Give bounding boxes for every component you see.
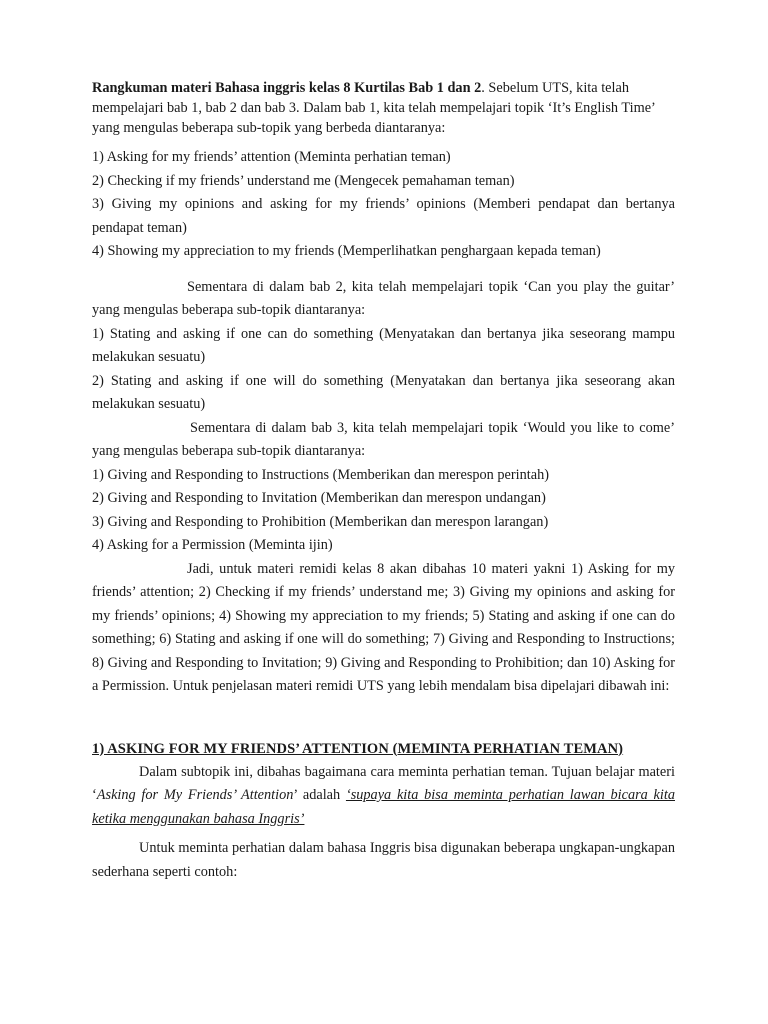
- para1-goal: ‘supaya kita bisa meminta perhatian lawan bicara kita ketika menggunakan bahasa Inggris’: [92, 787, 675, 827]
- summary-section: [92, 558, 675, 699]
- list-item: 4) Showing my appreciation to my friends (Memperlihatkan penghargaan kepada teman): [92, 243, 601, 259]
- intro-paragraph: [92, 78, 675, 138]
- section-1-heading: 1) ASKING FOR MY FRIENDS’ ATTENTION (MEMINTA PERHATIAN TEMAN): [92, 740, 624, 757]
- list-item: 3) Giving and Responding to Prohibition (Memberikan dan merespon larangan): [92, 513, 549, 530]
- bab2-section: [92, 276, 675, 417]
- list-item: 2) Giving and Responding to Invitation (Memberikan dan merespon undangan): [92, 490, 546, 506]
- list-item: 1) Giving and Responding to Instructions (Memberikan dan merespon perintah): [92, 466, 550, 483]
- bab3-lead-paragraph: Sementara di dalam bab 3, kita telah mempelajari topik ‘Would you like to come’ yang mengulas beberapa sub-topik diantaranya:: [92, 419, 675, 459]
- section-1-paragraph-1: [92, 761, 675, 832]
- bab1-topic-list: [92, 146, 675, 264]
- document-body: [92, 78, 675, 884]
- intro-title: Rangkuman materi Bahasa inggris kelas 8 Kurtilas Bab 1 dan 2: [92, 80, 482, 96]
- list-item: 3) Giving my opinions and asking for my friends’ opinions (Memberi pendapat dan bertanya pendapat teman): [92, 196, 675, 236]
- list-item: 2) Checking if my friends’ understand me (Mengecek pemahaman teman): [92, 172, 515, 189]
- list-item: 1) Stating and asking if one can do something (Menyatakan dan bertanya jika seseorang mampu melakukan sesuatu): [92, 325, 675, 365]
- list-item: 2) Stating and asking if one will do something (Menyatakan dan bertanya jika seseorang akan melakukan sesuatu): [92, 372, 675, 412]
- intro-text: . Sebelum UTS, kita telah mempelajari bab 1, bab 2 dan bab 3. Dalam bab 1, kita telah mempelajari topik ‘It’s English Time’ yang mengulas beberapa sub-topik yang berbeda diantaranya:: [92, 80, 655, 136]
- list-item: 4) Asking for a Permission (Meminta ijin): [92, 537, 333, 553]
- bab2-lead-paragraph: Sementara di dalam bab 2, kita telah mempelajari topik ‘Can you play the guitar’ yang mengulas beberapa sub-topik diantaranya:: [92, 278, 675, 318]
- para1-mid: ’ adalah: [293, 787, 346, 803]
- section-1-paragraph-2: Untuk meminta perhatian dalam bahasa Inggris bisa digunakan beberapa ungkapan-ungkapan sederhana seperti contoh:: [92, 840, 675, 880]
- summary-paragraph: Jadi, untuk materi remidi kelas 8 akan dibahas 10 materi yakni 1) Asking for my friends’ attention; 2) Checking if my friends’ understand me; 3) Giving my opinions and asking for my friends’ opinions; 4) Showing my appreciation to my friends; 5) Stating and asking if one can do something; 6) Stating and asking if one will do something; 7) Giving and Responding to Instructions; 8) Giving and Responding to Invitation; 9) Giving and Responding to Prohibition; dan 10) Asking for a Permission. Untuk penjelasan materi remidi UTS yang lebih mendalam bisa dipelajari dibawah ini:: [92, 560, 675, 694]
- para1-term: Asking for My Friends’ Attention: [96, 787, 294, 803]
- para1-start: Dalam subtopik ini, dibahas bagaimana cara meminta perhatian teman. Tujuan belajar materi ‘: [92, 763, 675, 803]
- bab3-section: [92, 417, 675, 558]
- list-item: 1) Asking for my friends’ attention (Meminta perhatian teman): [92, 149, 451, 165]
